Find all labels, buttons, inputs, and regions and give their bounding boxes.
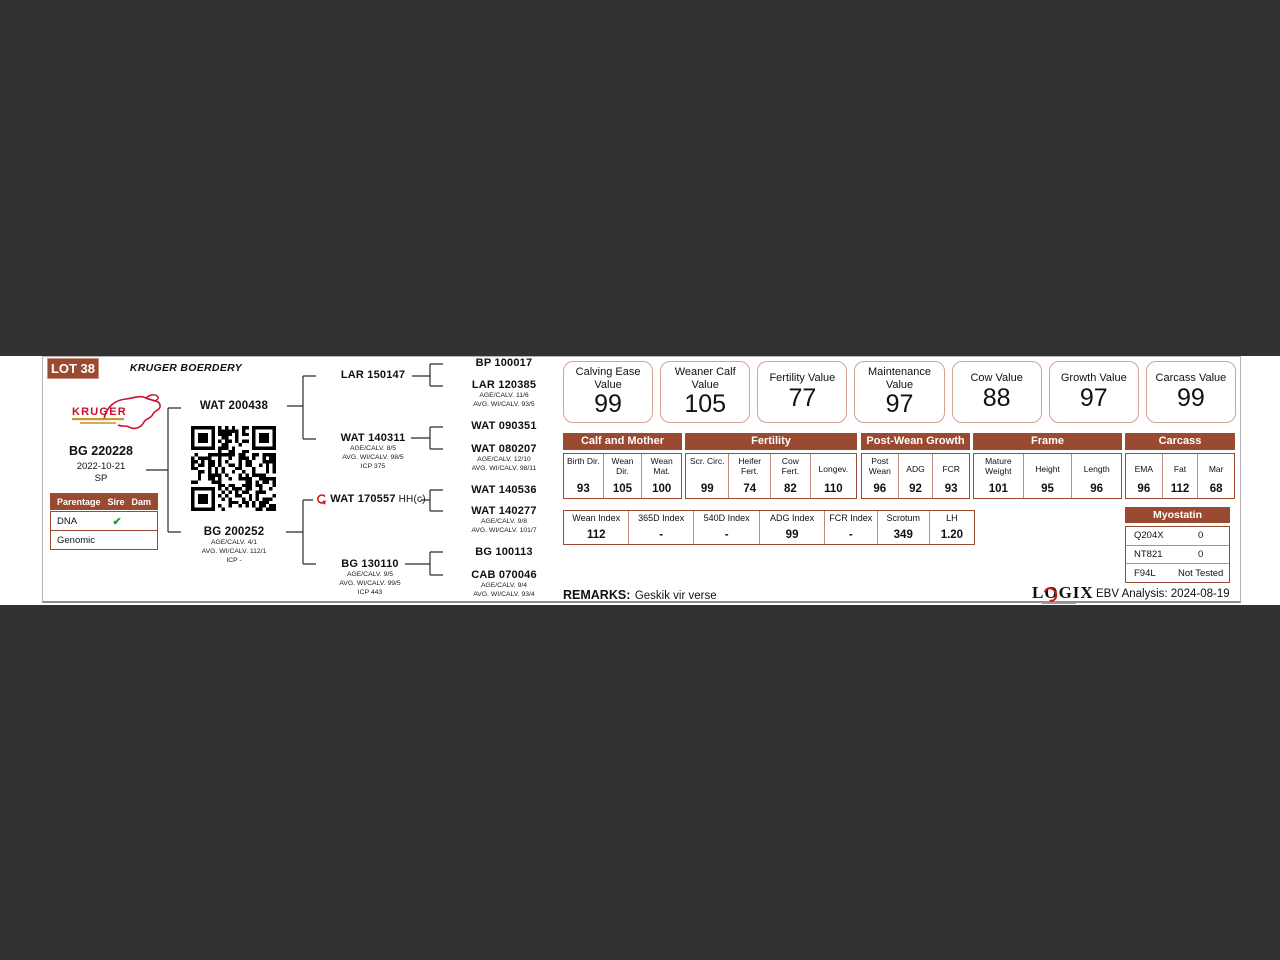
logix-caption-line <box>1042 602 1076 604</box>
kruger-logo-subtext-line <box>80 422 116 424</box>
stat-cow-fert: Cow Fert. 82 <box>770 454 810 498</box>
ebv-analysis-date: EBV Analysis: 2024-08-19 <box>1096 588 1230 600</box>
group-header-frame: Frame <box>973 433 1122 450</box>
stat-birth-dir: Birth Dir. 93 <box>567 456 600 495</box>
pedigree-ds <box>313 493 429 505</box>
pedigree-dam <box>181 526 287 565</box>
group-header-post-wean-growth: Post-Wean Growth <box>861 433 970 450</box>
pedigree-dd-id: BG 130110 <box>341 558 399 570</box>
farm-title: KRUGER BOERDERY <box>129 362 243 374</box>
value-box-calving-ease: Calving Ease Value 99 <box>563 361 653 423</box>
stat-length: Length 96 <box>1071 454 1121 498</box>
logix-o-mark: O <box>1044 583 1059 602</box>
stat-height: Height 95 <box>1023 454 1072 498</box>
parentage-header-dam: Dam <box>131 496 151 507</box>
subject-status-code: SP <box>94 473 108 484</box>
lot-badge: LOT 38 <box>47 358 99 379</box>
subject-id: BG 220228 <box>69 444 133 458</box>
myostatin-row-q204x: Q204X 0 <box>1134 530 1204 542</box>
myostatin-row-f94l: F94L Not Tested <box>1126 563 1229 582</box>
myostatin-table <box>1125 526 1230 583</box>
pedigree-ss-id: LAR 150147 <box>340 369 406 381</box>
pedigree-ssd: LAR 120385 AGE/CALV. 11/6 AVG. WI/CALV. 93/5 <box>471 379 537 408</box>
group-header-carcass: Carcass <box>1125 433 1235 450</box>
index-adg: ADG Index 99 <box>759 511 823 544</box>
pedigree-ddd: CAB 070046 AGE/CALV. 9/4 AVG. WI/CALV. 93/4 <box>471 569 537 598</box>
index-scrotum: Scrotum 349 <box>877 511 929 544</box>
index-365d: 365D Index - <box>628 511 692 544</box>
parentage-row-genomic <box>51 530 157 549</box>
value-box-maintenance: Maintenance Value 97 <box>854 361 944 423</box>
index-row <box>563 510 975 545</box>
group-calf-and-mother <box>563 453 682 499</box>
value-box-growth: Growth Value 97 <box>1049 361 1139 423</box>
pedigree-sire <box>181 400 287 412</box>
stat-longev: Longev. 110 <box>810 454 856 498</box>
pedigree-ds-suffix: HH(c) <box>398 493 426 505</box>
group-post-wean-growth <box>861 453 970 499</box>
pedigree-dam-wicalv: AVG. WI/CALV. 112/1 <box>201 548 267 555</box>
index-wean: Wean Index 112 <box>572 513 621 541</box>
pedigree-dds: BG 100113 <box>475 546 533 558</box>
pedigree-sd-id: WAT 140311 <box>340 432 406 444</box>
pedigree-sss: BP 100017 <box>475 357 533 369</box>
stat-mature-weight: Mature Weight 101 <box>985 456 1012 495</box>
pedigree-dsd: WAT 140277 AGE/CALV. 9/8 AVG. WI/CALV. 101/7 <box>471 505 537 534</box>
pedigree-sdd: WAT 080207 AGE/CALV. 12/10 AVG. WI/CALV. 98/11 <box>471 443 537 472</box>
stat-mar: Mar 68 <box>1197 454 1234 498</box>
stat-fcr: FCR 93 <box>932 454 969 498</box>
stat-ema: EMA 96 <box>1134 464 1154 495</box>
group-carcass <box>1125 453 1235 499</box>
pedigree-ds-id: WAT 170557 <box>330 493 396 505</box>
qr-code <box>191 426 276 511</box>
group-fertility <box>685 453 857 499</box>
group-header-calf-and-mother: Calf and Mother <box>563 433 682 450</box>
group-frame <box>973 453 1122 499</box>
value-box-row <box>563 361 1236 423</box>
remarks-label: REMARKS: <box>563 588 631 602</box>
index-540d: 540D Index - <box>693 511 759 544</box>
value-box-carcass: Carcass Value 99 <box>1146 361 1236 423</box>
parentage-genomic-label: Genomic <box>57 534 96 546</box>
index-lh: LH 1.20 <box>929 511 974 544</box>
kruger-logo-underline <box>72 418 124 420</box>
index-fcr: FCR Index - <box>824 511 877 544</box>
kruger-logo-text: KRUGER <box>72 406 127 418</box>
pedigree-sd: WAT 140311 AGE/CALV. 8/5 AVG. WI/CALV. 98/5 ICP 375 <box>320 432 426 471</box>
pedigree-dam-icp: ICP - <box>226 557 242 564</box>
pedigree-sds: WAT 090351 <box>471 420 537 432</box>
pedigree-dss: WAT 140536 <box>471 484 537 496</box>
myostatin-row-nt821: NT821 0 <box>1126 545 1229 564</box>
parentage-row-dna <box>51 512 157 530</box>
value-box-weaner-calf: Weaner Calf Value 105 <box>660 361 750 423</box>
stat-wean-dir: Wean Dir. 105 <box>603 454 642 498</box>
stat-fat: Fat 112 <box>1162 454 1198 498</box>
bottom-dark-bar <box>0 605 1280 960</box>
logix-logo: L O GIX <box>1032 583 1094 602</box>
value-box-cow: Cow Value 88 <box>952 361 1042 423</box>
check-icon: ✔ <box>112 515 122 528</box>
parentage-header <box>50 493 158 510</box>
pedigree-dd: BG 130110 AGE/CALV. 9/5 AVG. WI/CALV. 99/5 ICP 443 <box>317 558 423 597</box>
myostatin-header: Myostatin <box>1125 507 1230 523</box>
stat-scr-circ: Scr. Circ. 99 <box>689 456 725 495</box>
subject-birthdate: 2022-10-21 <box>76 461 126 472</box>
stat-heifer-fert: Heifer Fert. 74 <box>728 454 770 498</box>
stat-adg: ADG 92 <box>898 454 933 498</box>
stat-post-wean: Post Wean 96 <box>868 456 891 495</box>
parentage-table <box>50 511 158 550</box>
remarks-text: Geskik vir verse <box>634 590 717 602</box>
parentage-header-sire: Sire <box>107 496 125 507</box>
genomic-icon <box>316 494 327 505</box>
parentage-dna-label: DNA <box>57 515 78 527</box>
group-header-fertility: Fertility <box>685 433 857 450</box>
kruger-logo <box>66 392 162 434</box>
stat-wean-mat: Wean Mat. 100 <box>641 454 681 498</box>
value-box-fertility: Fertility Value 77 <box>757 361 847 423</box>
pedigree-sire-id: WAT 200438 <box>199 400 269 412</box>
remarks <box>563 586 717 604</box>
pedigree-dam-agecalv: AGE/CALV. 4/1 <box>210 539 258 546</box>
pedigree-ss <box>320 369 426 381</box>
pedigree-dam-id: BG 200252 <box>203 526 265 538</box>
top-dark-bar <box>0 0 1280 356</box>
parentage-header-parentage: Parentage <box>57 496 101 507</box>
